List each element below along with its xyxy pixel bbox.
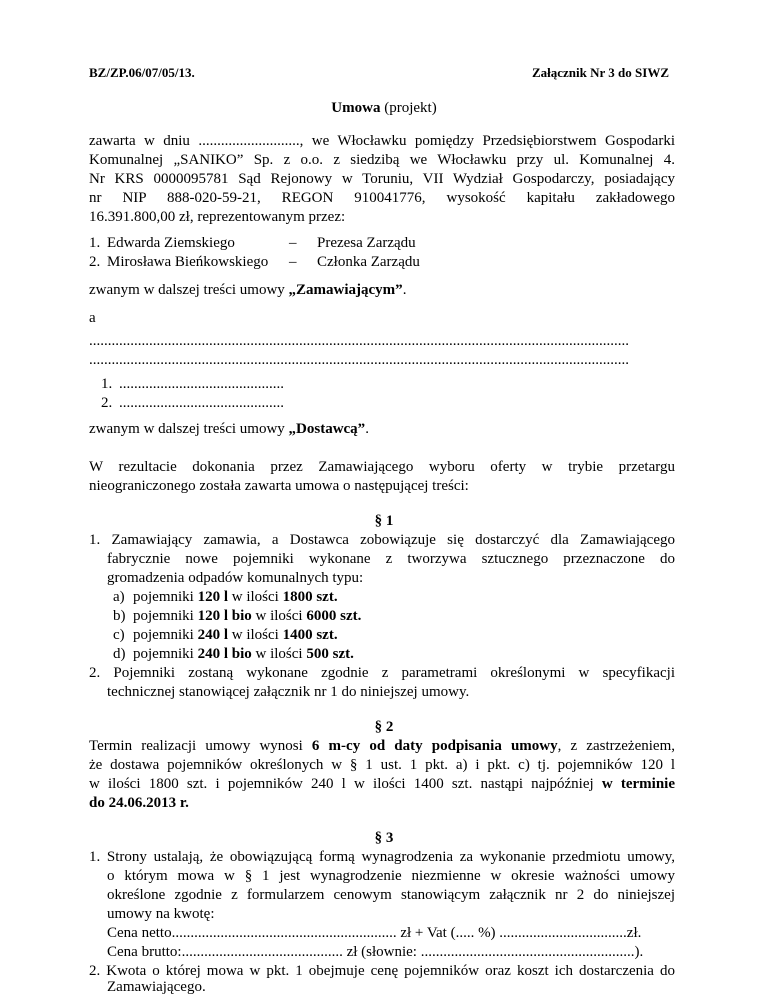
definition-prefix: zwanym w dalszej treści umowy [89, 421, 289, 437]
contractor-name-field: ................................................................................................................................................ [89, 333, 629, 349]
text-bold: 6 m-cy od daty podpisania umowy [311, 738, 558, 754]
section-1-line: technicznej stanowiącej załącznik nr 1 do niniejszej umowy. [107, 684, 470, 700]
item-type: 120 l [197, 589, 228, 605]
intro-line: Komunalnej „SANIKO” Sp. z o.o. z siedzibą we Włocławku przy ul. Komunalnej 4. [89, 152, 675, 168]
section-3-line: o którym mowa w § 1 jest wynagrodzenie niezmienne w okresie ważności umowy [107, 868, 675, 884]
section-3-line: 1. Strony ustalają, że obowiązującą formą wynagrodzenia za wykonanie przedmiotu umowy, [89, 849, 675, 865]
list-number: 1. [89, 235, 101, 251]
title-bold: Umowa [331, 100, 381, 116]
item-letter: b) [113, 608, 126, 624]
document-title [0, 99, 768, 118]
section-3-line: Zamawiającego. [107, 979, 206, 995]
item-mid: w ilości [251, 646, 307, 662]
item-type: 120 l bio [197, 608, 252, 624]
section-3-line: umowy na kwotę: [107, 906, 215, 922]
item-pre: pojemniki [133, 589, 198, 605]
intro-line: Nr KRS 0000095781 Sąd Rejonowy w Toruniu, VII Wydział Gospodarczy, posiadający [89, 171, 675, 187]
item-letter: c) [113, 627, 125, 643]
intro-line: 16.391.800,00 zł, reprezentowanym przez: [89, 209, 346, 225]
attachment-label: Załącznik Nr 3 do SIWZ [531, 65, 669, 80]
result-line: nieograniczonego została zawarta umowa o następującej treści: [89, 478, 469, 494]
item-type: 240 l bio [197, 646, 252, 662]
item-pre: pojemniki [133, 608, 198, 624]
item-letter: d) [113, 646, 126, 662]
price-brutto-line: Cena brutto:........................................... zł (słownie: .........................................................). [107, 944, 644, 960]
item-qty: 1400 szt. [282, 627, 338, 643]
item-qty: 1800 szt. [282, 589, 338, 605]
item-type: 240 l [197, 627, 228, 643]
document-reference: BZ/ZP.06/07/05/13. [89, 65, 195, 80]
item-letter: a) [113, 589, 125, 605]
section-3-line: 2. Kwota o której mowa w pkt. 1 obejmuje cenę pojemników oraz koszt ich dostarczenia do [89, 963, 675, 979]
container-item-text [133, 588, 338, 607]
container-item-text [133, 626, 338, 645]
section-2-heading: § 2 [374, 719, 394, 735]
item-mid: w ilości [228, 627, 283, 643]
container-item-text [133, 607, 361, 626]
text-part: , z zastrzeżeniem, [557, 738, 675, 754]
container-item [113, 645, 126, 664]
container-item-text [133, 645, 354, 664]
representative-name: Edwarda Ziemskiego [107, 235, 235, 251]
section-3-line: określone zgodnie z formularzem cenowym stanowiącym załącznik nr 2 do niniejszej [107, 887, 675, 903]
definition-prefix: zwanym w dalszej treści umowy [89, 282, 289, 298]
item-mid: w ilości [228, 589, 283, 605]
list-number: 1. [101, 376, 113, 392]
container-item [113, 607, 126, 626]
dash: – [289, 254, 297, 270]
contractor-address-field: ................................................................................................................................................ [89, 352, 629, 368]
representative-role: Prezesa Zarządu [317, 235, 416, 251]
container-item [113, 626, 125, 645]
section-3-heading: § 3 [374, 830, 394, 846]
section-2-line [89, 737, 675, 756]
list-number: 2. [89, 254, 101, 270]
section-1-line: 1. Zamawiający zamawia, a Dostawca zobowiązuje się dostarczyć dla Zamawiającego [89, 532, 675, 548]
item-pre: pojemniki [133, 646, 198, 662]
list-number: 2. [101, 395, 113, 411]
contractor-rep-field: ............................................ [119, 376, 284, 392]
section-2-line [89, 775, 675, 794]
dash: – [289, 235, 297, 251]
section-2-line: że dostawa pojemników określonych w § 1 ust. 1 pkt. a) i pkt. c) tj. pojemników 120 l [89, 757, 675, 773]
intro-line: zawarta w dniu ..........................., we Włocławku pomiędzy Przedsiębiorstwem Gospodarki [89, 133, 675, 149]
definition-suffix: . [365, 421, 369, 437]
title-rest: (projekt) [380, 100, 437, 116]
section-1-line: fabrycznie nowe pojemniki wykonane z tworzywa sztucznego przeznaczone do [107, 551, 675, 567]
text-part: w ilości 1800 szt. i pojemników 240 l w ilości 1400 szt. nastąpi najpóźniej [89, 776, 602, 792]
item-qty: 500 szt. [306, 646, 354, 662]
section-1-line: gromadzenia odpadów komunalnych typu: [107, 570, 364, 586]
dostawca-definition [89, 420, 369, 439]
definition-suffix: . [402, 282, 407, 298]
section-2-line: do 24.06.2013 r. [89, 795, 189, 811]
price-netto-line: Cena netto............................................................ zł + Vat (..... %) ..................................zł. [107, 925, 642, 941]
section-1-line: 2. Pojemniki zostaną wykonane zgodnie z parametrami określonymi w specyfikacji [89, 665, 675, 681]
zamawiajacy-definition [89, 281, 406, 300]
item-qty: 6000 szt. [306, 608, 362, 624]
contractor-rep-field: ............................................ [119, 395, 284, 411]
definition-term: „Dostawcą” [288, 421, 366, 437]
intro-line: nr NIP 888-020-59-21, REGON 910041776, wysokość kapitału zakładowego [89, 190, 675, 206]
section-1-heading: § 1 [374, 513, 394, 529]
container-item [113, 588, 125, 607]
text-bold: w terminie [601, 776, 675, 792]
definition-term: „Zamawiającym” [288, 282, 403, 298]
result-line: W rezultacie dokonania przez Zamawiającego wyboru oferty w trybie przetargu [89, 459, 675, 475]
conjunction: a [89, 310, 96, 326]
text-part: Termin realizacji umowy wynosi [89, 738, 312, 754]
representative-role: Członka Zarządu [317, 254, 420, 270]
item-mid: w ilości [251, 608, 307, 624]
representative-name: Mirosława Bieńkowskiego [107, 254, 269, 270]
item-pre: pojemniki [133, 627, 198, 643]
